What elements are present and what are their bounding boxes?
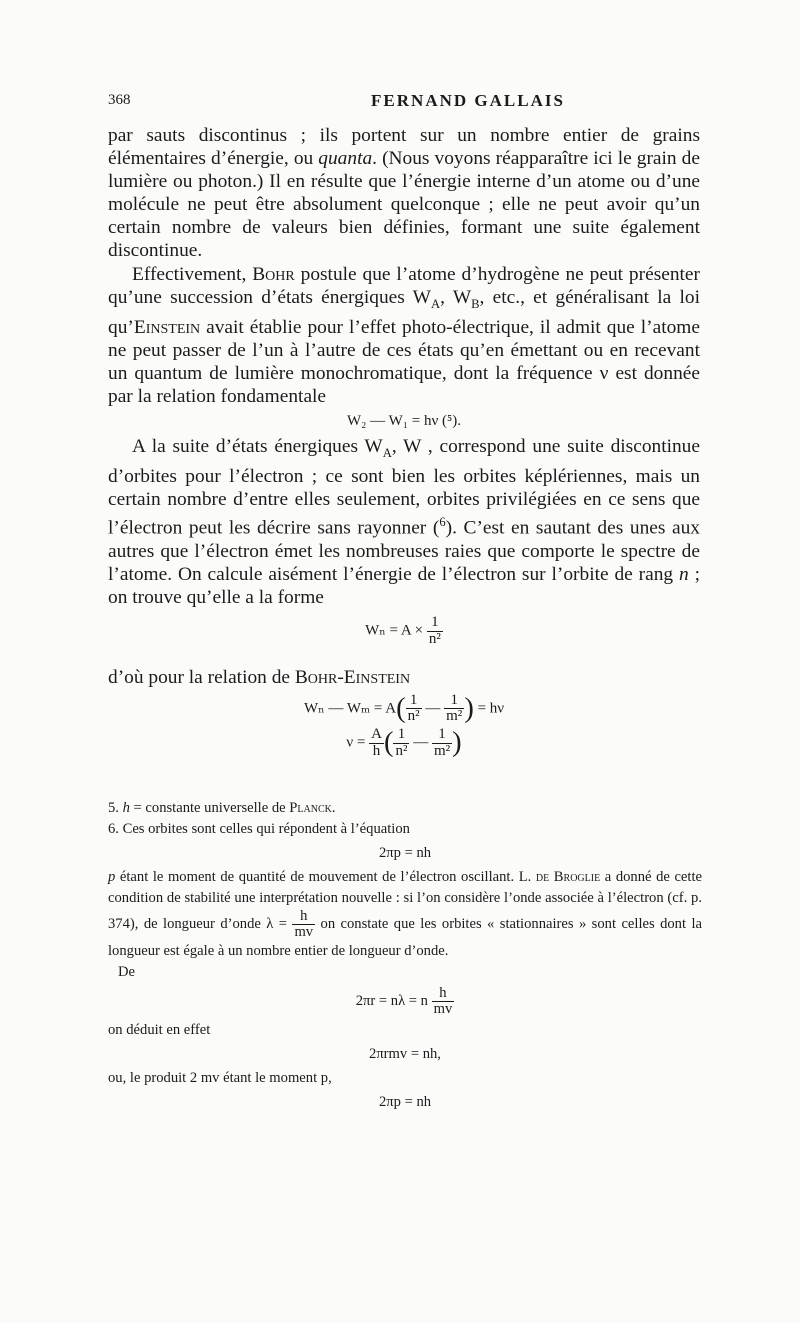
name-bohr-einstein: Bohr-Einstein xyxy=(294,666,411,688)
footnote-deduit: on déduit en effet xyxy=(108,1022,211,1039)
equation-4: ν = $\frac{A}{h}$ ( $\frac{1}{\text{n²}}$ — $\frac{1}{\text{m²}}$ ) xyxy=(346,726,462,759)
footnote-produit: ou, le produit 2 mv étant le moment p, xyxy=(108,1070,332,1087)
footnote-6: 6. Ces orbites sont celles qui répondent à l’équation xyxy=(108,821,410,837)
equation-6: 2πr = nλ = n $\frac{h}{mv}$ xyxy=(355,984,453,1017)
equation-7: 2πrmv = nh, xyxy=(369,1046,441,1063)
name-einstein: Einstein xyxy=(133,316,201,338)
quanta-italic: quanta xyxy=(318,148,373,170)
footnotes xyxy=(108,798,702,1116)
name-bohr: Bohr xyxy=(252,263,295,285)
running-title: FERNAND GALLAIS xyxy=(371,91,565,110)
page-header xyxy=(108,92,708,114)
footnote-5: 5. h = constante universelle de Planck. xyxy=(108,800,336,816)
equation-3: Wₙ — Wₘ = A( $\frac{1}{\text{n²}}$ — $\frac{1}{\text{m²}}$ ) = hν xyxy=(303,691,505,725)
equation-2: Wₙ = A × $\frac{1}{\text{n²}}$ xyxy=(365,614,441,647)
equation-8: 2πp = nh xyxy=(378,1094,432,1111)
paragraph-2: Effectivement, Bohr postule que l’atome d’hydrogène ne peut présenter qu’une succession d’états énergiques $W_A$, $W_B$, etc., et généralisant la loi qu’Einstein avait établie pour l’effet photo-électrique, il admit que l’atome ne peut passer de l’un à l’autre de ces états qu’en émettant ou en recevant un quantum de lumière monochromatique, dont la fréquence ν est donnée par la relation fondamentale xyxy=(108,263,700,407)
page-number: 368 xyxy=(108,92,131,108)
equation-1: W₂ — W₁ = hν (⁵). xyxy=(347,413,461,429)
main-text xyxy=(108,124,700,762)
footnote-de: De xyxy=(118,963,136,980)
equation-5: 2πp = nh xyxy=(378,845,432,861)
paragraph-1: par sauts discontinus ; ils portent sur un nombre entier de grains élémentaires d’énergie, ou quanta. (Nous voyons réapparaître ici le grain de lumière ou photon.) Il en résulte que l’énergie interne d’un atome ou d’une molécule ne peut être absolument quelconque ; elle ne peut avoir qu’un certain nombre de valeurs bien définies, formant une suite également discontinue. xyxy=(108,125,700,262)
footnote-6-text: p étant le moment de quantité de mouvement de l’électron oscillant. L. de Broglie a donné de cette condition de stabilité une interprétation nouvelle : si l’on considère l’onde associée à l’électron (cf. p. 374), de longueur d’onde λ = $\frac{h}{mv}$ on constate que les orbites « stationnaires » sont celles dont la longueur est égale à un nombre entier de longueur d’onde. xyxy=(108,869,702,959)
paragraph-4: d’où pour la relation de Bohr-Einstein xyxy=(108,666,411,688)
paragraph-3: A la suite d’états énergiques $W_A$, W , correspond une suite discontinue d’orbites pour l’électron ; ce sont bien les orbites képlériennes, mais un certain nombre d’entre elles seulement, orbites privilégiées en ce sens que l’électron peut les décrire sans rayonner ($^6$). C’est en sautant des unes aux autres que l’électron émet les nombreuses raies que comporte le spectre de l’atome. On calcule aisément l’énergie de l’électron sur l’orbite de rang n ; on trouve qu’elle a la forme xyxy=(108,436,700,608)
